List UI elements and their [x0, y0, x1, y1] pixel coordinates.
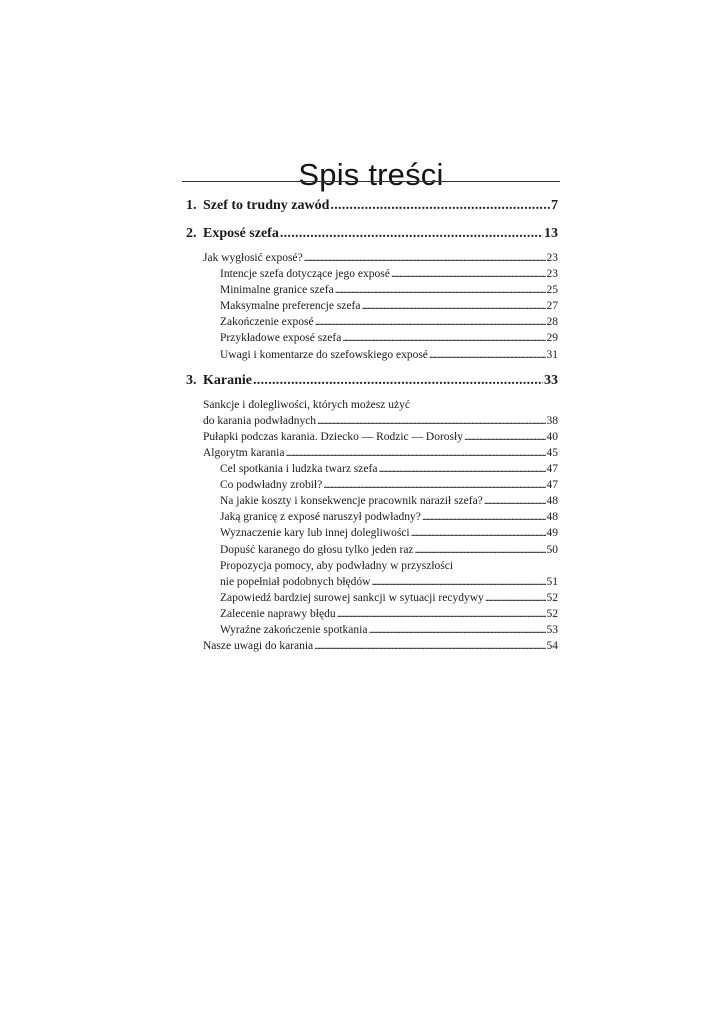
chapter-title: Szef to trudny zawód — [203, 198, 330, 213]
toc-subsection-row[interactable] — [186, 266, 558, 282]
dot-leader — [484, 493, 546, 509]
page-title: Spis treści — [298, 156, 444, 192]
chapter-page-number: 7 — [551, 198, 558, 213]
entry-page-number: 50 — [546, 543, 558, 556]
toc-subsection-row[interactable] — [186, 461, 558, 477]
toc-subsection-row[interactable] — [186, 525, 558, 541]
dot-leader — [342, 330, 545, 346]
entry-page-number: 48 — [546, 495, 558, 508]
entry-page-number: 23 — [546, 268, 558, 281]
chapter-page-number: 33 — [544, 372, 558, 388]
entry-title: Pułapki podczas karania. Dziecko — Rodzic — Dorosły — [203, 430, 463, 443]
dot-leader — [415, 542, 546, 558]
toc-subsection-row[interactable] — [186, 542, 558, 558]
entry-title: Intencje szefa dotyczące jego exposé — [220, 268, 390, 281]
chapter-heading — [186, 224, 279, 244]
toc-chapter — [186, 224, 558, 363]
entry-page-number: 29 — [546, 332, 558, 345]
toc-subsection-row[interactable] — [186, 314, 558, 330]
dot-leader — [280, 224, 543, 244]
entry-title: Jaką granicę z exposé naruszył podwładny? — [220, 511, 421, 524]
chapter-heading — [186, 371, 252, 391]
dot-leader — [253, 371, 543, 391]
toc-section-row[interactable] — [186, 250, 558, 266]
dot-leader — [323, 477, 545, 493]
dot-leader — [314, 638, 545, 654]
entry-page-number: 51 — [546, 575, 558, 588]
entry-page-number: 52 — [546, 591, 558, 604]
entry-page-number: 31 — [546, 348, 558, 361]
toc-entry-line: Sankcje i dolegliwości, których możesz użyć — [203, 398, 410, 411]
entry-page-number: 52 — [546, 607, 558, 620]
dot-leader — [368, 622, 545, 638]
toc-subsection-row[interactable] — [186, 606, 558, 622]
entry-title: Nasze uwagi do karania — [203, 640, 314, 653]
chapter-title: Karanie — [203, 372, 252, 388]
toc-subsection-row[interactable] — [186, 347, 558, 363]
chapter-page-number: 13 — [544, 226, 558, 241]
entry-page-number: 45 — [546, 446, 558, 459]
entry-title: Cel spotkania i ludzka twarz szefa — [220, 463, 378, 476]
dot-leader — [422, 509, 546, 525]
entry-page-number: 27 — [546, 300, 558, 313]
entry-title: Dopuść karanego do głosu tylko jeden raz — [220, 543, 414, 556]
toc-section-row[interactable] — [186, 429, 558, 445]
entry-title: Przykładowe exposé szefa — [220, 332, 342, 345]
entry-page-number: 47 — [546, 479, 558, 492]
entry-page-number: 40 — [546, 430, 558, 443]
chapter-title: Exposé szefa — [203, 226, 279, 241]
dot-leader — [285, 445, 545, 461]
dot-leader — [315, 314, 546, 330]
dot-leader — [485, 590, 546, 606]
entry-page-number: 54 — [546, 640, 558, 653]
toc-subsection-row[interactable] — [186, 477, 558, 493]
dot-leader — [371, 574, 545, 590]
entry-title: Co podwładny zrobił? — [220, 479, 323, 492]
entry-page-number: 38 — [546, 414, 558, 427]
entry-page-number: 25 — [546, 284, 558, 297]
entry-page-number: 47 — [546, 463, 558, 476]
toc-subsection-row[interactable] — [186, 622, 558, 638]
entry-title: Uwagi i komentarze do szefowskiego exposé — [220, 348, 428, 361]
toc-subsection-row[interactable] — [186, 574, 558, 590]
chapter-number: 3. — [186, 372, 197, 388]
toc-subsection-row[interactable] — [186, 493, 558, 509]
dot-leader — [361, 298, 545, 314]
dot-leader — [378, 461, 545, 477]
dot-leader — [304, 250, 546, 266]
dot-leader — [411, 525, 546, 541]
entry-page-number: 49 — [546, 527, 558, 540]
toc-subsection-row[interactable] — [186, 509, 558, 525]
toc-section-row[interactable] — [186, 445, 558, 461]
entry-title: Na jakie koszty i konsekwencje pracownik naraził szefa? — [220, 495, 483, 508]
dot-leader — [330, 196, 550, 216]
toc-chapter — [186, 196, 558, 216]
entry-title: Minimalne granice szefa — [220, 284, 334, 297]
entry-page-number: 48 — [546, 511, 558, 524]
toc-entry-line: Propozycja pomocy, aby podwładny w przyszłości — [220, 559, 454, 572]
toc-subsection-row[interactable] — [186, 330, 558, 346]
entry-title: Wyznaczenie kary lub innej dolegliwości — [220, 527, 410, 540]
dot-leader — [464, 429, 546, 445]
table-of-contents — [186, 196, 558, 662]
entry-page-number: 23 — [546, 252, 558, 264]
entry-title: Maksymalne preferencje szefa — [220, 300, 361, 313]
chapter-heading — [186, 196, 329, 216]
toc-chapter-row[interactable] — [186, 196, 558, 216]
dot-leader — [429, 347, 546, 363]
entry-page-number: 53 — [546, 623, 558, 636]
chapter-number: 2. — [186, 226, 197, 241]
toc-chapter-row[interactable] — [186, 371, 558, 391]
chapter-number: 1. — [186, 198, 197, 213]
toc-subsection-row[interactable] — [186, 282, 558, 298]
entry-title: Wyraźne zakończenie spotkania — [220, 623, 368, 636]
dot-leader — [337, 606, 546, 622]
entry-page-number: 28 — [546, 316, 558, 329]
toc-chapter-row[interactable] — [186, 224, 558, 244]
toc-subsection-row[interactable] — [186, 590, 558, 606]
toc-subsection-row[interactable] — [186, 298, 558, 314]
toc-chapter — [186, 371, 558, 655]
entry-title: Zapowiedź bardziej surowej sankcji w sytuacji recydywy — [220, 591, 484, 604]
entry-title: Jak wygłosić exposé? — [203, 252, 303, 264]
entry-title: Algorytm karania — [203, 446, 285, 459]
dot-leader — [391, 266, 546, 282]
title-divider — [182, 181, 560, 182]
entry-title: Zalecenie naprawy błędu — [220, 607, 336, 620]
toc-section-row[interactable] — [186, 638, 558, 654]
entry-title: Zakończenie exposé — [220, 316, 314, 329]
entry-title: nie popełniał podobnych błędów — [220, 575, 371, 588]
dot-leader — [335, 282, 546, 298]
entry-title: do karania podwładnych — [203, 414, 317, 427]
toc-section-row[interactable] — [186, 413, 558, 429]
dot-leader — [317, 413, 545, 429]
